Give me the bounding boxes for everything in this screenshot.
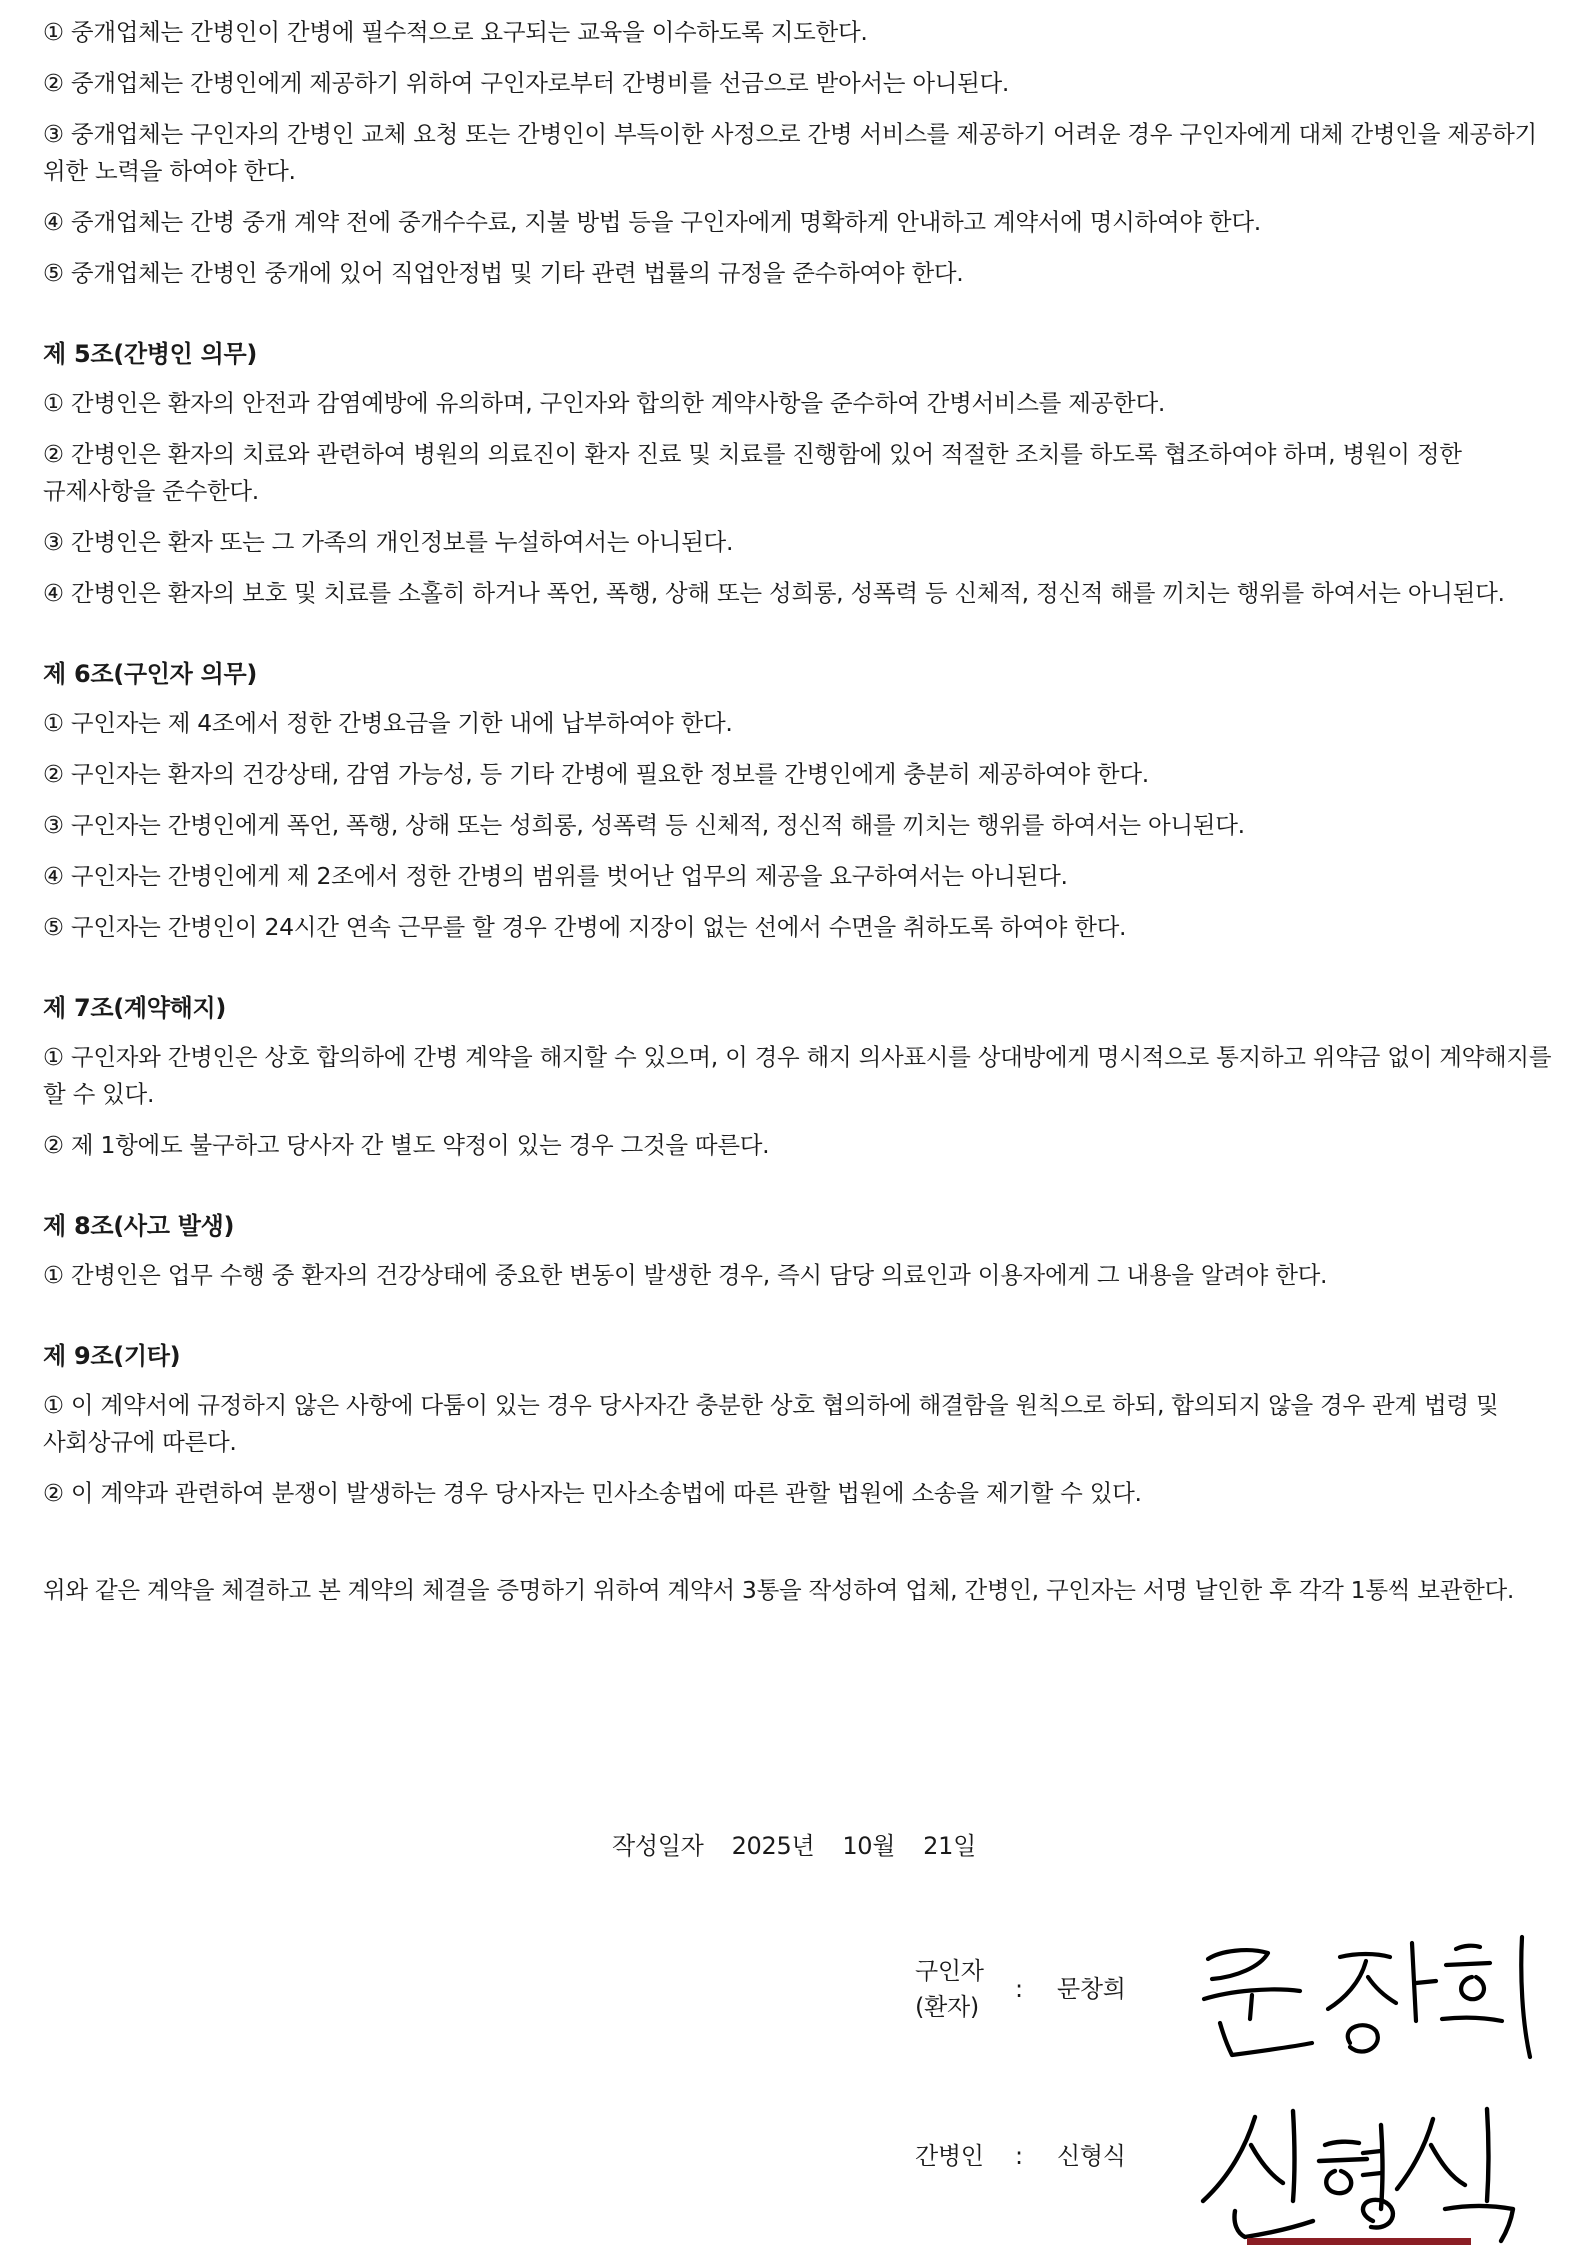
article-5-clause-1: ① 간병인은 환자의 안전과 감염예방에 유의하며, 구인자와 합의한 계약사항을 준수하여 간병서비스를 제공한다. (43, 389, 1166, 417)
article-8-title: 제 8조(사고 발생) (43, 1212, 235, 1240)
contract-document (43, 14, 1553, 1609)
article-4-clause-5: ⑤ 중개업체는 간병인 중개에 있어 직업안정법 및 기타 관련 법률의 규정을 준수하여야 한다. (43, 259, 964, 287)
article-6-title: 제 6조(구인자 의무) (43, 660, 258, 688)
article-6-clause-2: ② 구인자는 환자의 건강상태, 감염 가능성, 등 기타 간병에 필요한 정보를 간병인에게 충분히 제공하여야 한다. (43, 760, 1149, 788)
article-5-title: 제 5조(간병인 의무) (43, 340, 258, 368)
article-8-clause-1: ① 간병인은 업무 수행 중 환자의 건강상태에 중요한 변동이 발생한 경우, 즉시 담당 의료인과 이용자에게 그 내용을 알려야 한다. (43, 1261, 1328, 1289)
caregiver-role: 간병인 (915, 2142, 984, 2170)
article-9 (43, 1338, 1553, 1512)
article-6-clause-3: ③ 구인자는 간병인에게 폭언, 폭행, 상해 또는 성희롱, 성폭력 등 신체적, 정신적 해를 끼치는 행위를 하여서는 아니된다. (43, 811, 1245, 839)
article-4-continued (43, 14, 1553, 292)
article-7-clause-1: ① 구인자와 간병인은 상호 합의하에 간병 계약을 해지할 수 있으며, 이 경우 해지 의사표시를 상대방에게 명시적으로 통지하고 위약금 없이 계약해지를 할 수 있다. (43, 1043, 1552, 1108)
article-5-clause-2: ② 간병인은 환자의 치료와 관련하여 병원의 의료진이 환자 진료 및 치료를 진행함에 있어 적절한 조치를 하도록 협조하여야 하며, 병원이 정한 규제사항을 준수한다. (43, 440, 1462, 505)
article-7-clause-2: ② 제 1항에도 불구하고 당사자 간 별도 약정이 있는 경우 그것을 따른다. (43, 1131, 770, 1159)
client-role-line2: (환자) (915, 1993, 979, 2021)
date-year: 2025년 (731, 1832, 815, 1860)
article-7-title: 제 7조(계약해지) (43, 994, 227, 1022)
client-name: 문창희 (1057, 1975, 1126, 2003)
caregiver-colon: : (1015, 2142, 1023, 2170)
closing-statement: 위와 같은 계약을 체결하고 본 계약의 체결을 증명하기 위하여 계약서 3통을 작성하여 업체, 간병인, 구인자는 서명 날인한 후 각각 1통씩 보관한다. (43, 1576, 1515, 1604)
date-line (0, 1826, 1588, 1861)
article-9-clause-1: ① 이 계약서에 규정하지 않은 사항에 다툼이 있는 경우 당사자간 충분한 상호 협의하에 해결함을 원칙으로 하되, 합의되지 않을 경우 관계 법령 및 사회상규에 따른다. (43, 1391, 1499, 1456)
article-6-clause-1: ① 구인자는 제 4조에서 정한 간병요금을 기한 내에 납부하여야 한다. (43, 709, 733, 737)
accent-bar (1247, 2238, 1471, 2245)
article-5-clause-4: ④ 간병인은 환자의 보호 및 치료를 소홀히 하거나 폭언, 폭행, 상해 또는 성희롱, 성폭력 등 신체적, 정신적 해를 끼치는 행위를 하여서는 아니된다. (43, 579, 1505, 607)
caregiver-name: 신형식 (1057, 2142, 1126, 2170)
article-9-clause-2: ② 이 계약과 관련하여 분쟁이 발생하는 경우 당사자는 민사소송법에 따른 관할 법원에 소송을 제기할 수 있다. (43, 1479, 1142, 1507)
article-4-clause-1: ① 중개업체는 간병인이 간병에 필수적으로 요구되는 교육을 이수하도록 지도한다. (43, 18, 868, 46)
article-4-clause-4: ④ 중개업체는 간병 중개 계약 전에 중개수수료, 지불 방법 등을 구인자에게 명확하게 안내하고 계약서에 명시하여야 한다. (43, 208, 1261, 236)
article-8 (43, 1208, 1553, 1294)
article-7 (43, 990, 1553, 1164)
article-6 (43, 656, 1553, 946)
client-colon: : (1015, 1975, 1023, 2003)
client-handwritten-signature (1190, 1925, 1560, 2075)
article-9-title: 제 9조(기타) (43, 1342, 181, 1370)
article-4-clause-2: ② 중개업체는 간병인에게 제공하기 위하여 구인자로부터 간병비를 선금으로 받아서는 아니된다. (43, 69, 1010, 97)
date-label: 작성일자 (612, 1832, 704, 1860)
article-5 (43, 336, 1553, 612)
article-6-clause-5: ⑤ 구인자는 간병인이 24시간 연속 근무를 할 경우 간병에 지장이 없는 선에서 수면을 취하도록 하여야 한다. (43, 913, 1127, 941)
client-role-line1: 구인자 (915, 1957, 984, 1985)
caregiver-handwritten-signature (1195, 2105, 1545, 2245)
article-5-clause-3: ③ 간병인은 환자 또는 그 가족의 개인정보를 누설하여서는 아니된다. (43, 528, 734, 556)
article-4-clause-3: ③ 중개업체는 구인자의 간병인 교체 요청 또는 간병인이 부득이한 사정으로 간병 서비스를 제공하기 어려운 경우 구인자에게 대체 간병인을 제공하기 위한 노력을 하여야 한다. (43, 120, 1537, 185)
article-6-clause-4: ④ 구인자는 간병인에게 제 2조에서 정한 간병의 범위를 벗어난 업무의 제공을 요구하여서는 아니된다. (43, 862, 1068, 890)
date-day: 21일 (923, 1832, 976, 1860)
date-month: 10월 (842, 1832, 896, 1860)
